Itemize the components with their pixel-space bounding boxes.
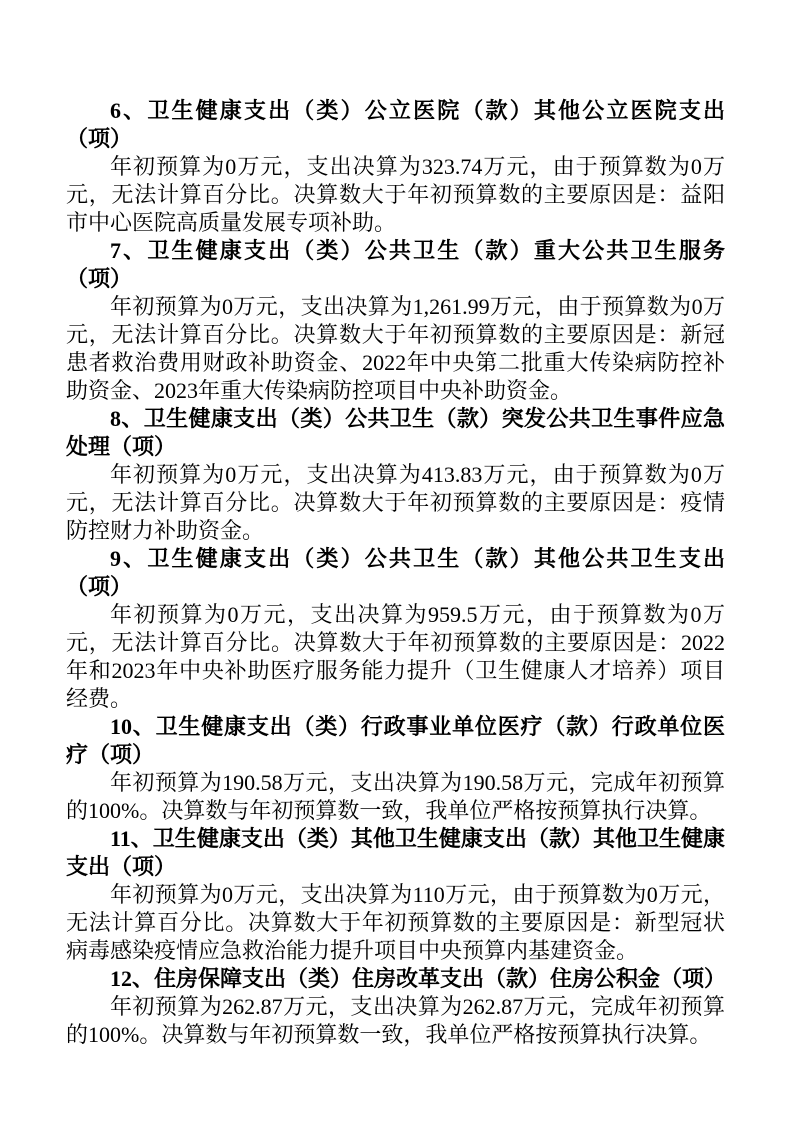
section-heading: 8、卫生健康支出（类）公共卫生（款）突发公共卫生事件应急处理（项） xyxy=(66,406,725,459)
section-paragraph: 年初预算为0万元，支出决算为110万元，由于预算数为0万元，无法计算百分比。决算数大于年初预算数的主要原因是：新型冠状病毒感染疫情应急救治能力提升项目中央预算内基建资金。 xyxy=(66,882,725,963)
section-heading: 10、卫生健康支出（类）行政事业单位医疗（款）行政单位医疗（项） xyxy=(66,714,725,767)
section-heading: 9、卫生健康支出（类）公共卫生（款）其他公共卫生支出（项） xyxy=(66,546,725,599)
section-heading: 12、住房保障支出（类）住房改革支出（款）住房公积金（项） xyxy=(110,966,727,991)
section-item-11 xyxy=(66,825,725,965)
section-paragraph: 年初预算为190.58万元，支出决算为190.58万元，完成年初预算的100%。决算数与年初预算数一致，我单位严格按预算执行决算。 xyxy=(66,770,725,823)
section-item-9 xyxy=(66,545,725,713)
section-paragraph: 年初预算为262.87万元，支出决算为262.87万元，完成年初预算的100%。决算数与年初预算数一致，我单位严格按预算执行决算。 xyxy=(66,994,725,1047)
section-paragraph: 年初预算为0万元，支出决算为959.5万元，由于预算数为0万元，无法计算百分比。决算数大于年初预算数的主要原因是：2022年和2023年中央补助医疗服务能力提升（卫生健康人才培养）项目经费。 xyxy=(66,602,725,711)
section-paragraph: 年初预算为0万元，支出决算为1,261.99万元，由于预算数为0万元，无法计算百分比。决算数大于年初预算数的主要原因是：新冠患者救治费用财政补助资金、2022年中央第二批重大传染病防控补助资金、2023年重大传染病防控项目中央补助资金。 xyxy=(66,294,725,403)
section-heading: 7、卫生健康支出（类）公共卫生（款）重大公共卫生服务（项） xyxy=(66,238,725,291)
section-item-7 xyxy=(66,237,725,405)
section-heading: 6、卫生健康支出（类）公立医院（款）其他公立医院支出（项） xyxy=(66,98,725,151)
section-paragraph: 年初预算为0万元，支出决算为413.83万元，由于预算数为0万元，无法计算百分比。决算数大于年初预算数的主要原因是：疫情防控财力补助资金。 xyxy=(66,462,725,543)
section-paragraph: 年初预算为0万元，支出决算为323.74万元，由于预算数为0万元，无法计算百分比。决算数大于年初预算数的主要原因是：益阳市中心医院高质量发展专项补助。 xyxy=(66,154,725,235)
section-item-12 xyxy=(66,965,725,1049)
section-item-6 xyxy=(66,97,725,237)
section-heading: 11、卫生健康支出（类）其他卫生健康支出（款）其他卫生健康支出（项） xyxy=(66,826,725,879)
section-item-10 xyxy=(66,713,725,825)
section-item-8 xyxy=(66,405,725,545)
